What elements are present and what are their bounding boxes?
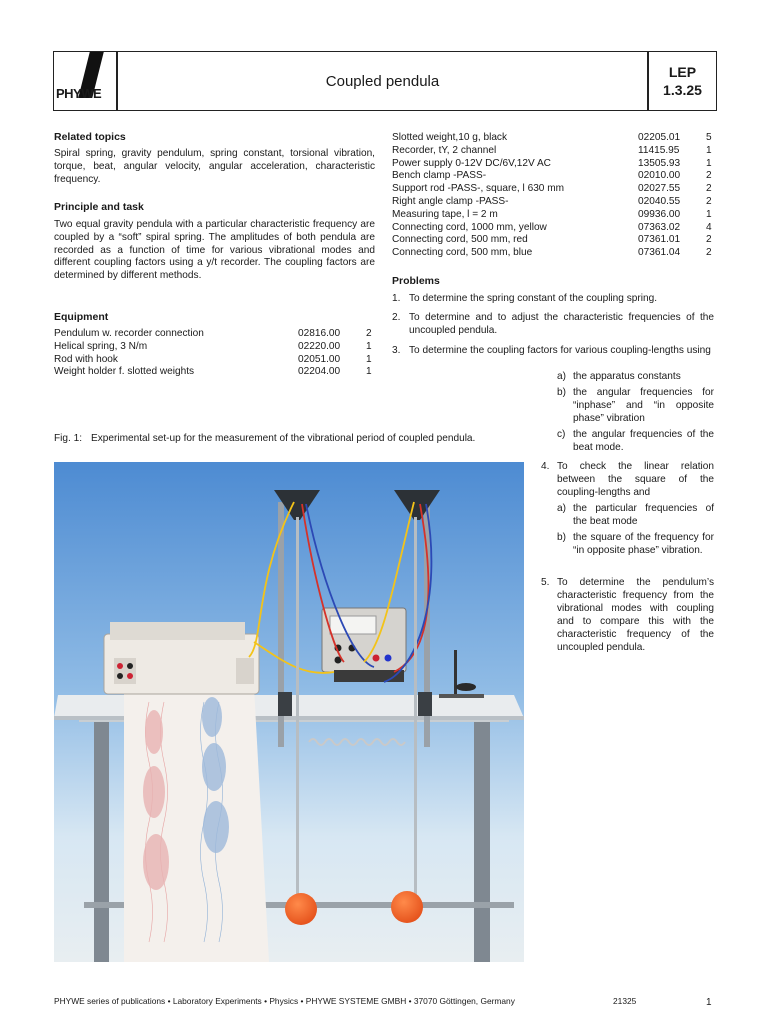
page-title: Coupled pendula: [117, 51, 648, 111]
equipment-number: 13505.93: [638, 157, 681, 169]
problem-subnumber: b): [557, 532, 566, 543]
equipment-row: [392, 183, 712, 196]
problem-number: 4.: [541, 461, 550, 472]
equipment-table-left: [54, 328, 372, 379]
equipment-number: 07361.04: [638, 247, 681, 259]
problem-number: 1.: [392, 293, 401, 304]
equipment-name: Weight holder f. slotted weights: [54, 366, 195, 378]
equipment-number: 02051.00: [298, 353, 341, 365]
equipment-name: Recorder, tY, 2 channel: [392, 144, 497, 156]
equipment-name: Measuring tape, l = 2 m: [392, 208, 498, 220]
equipment-qty: 1: [366, 353, 372, 365]
lep-label: LEP: [668, 64, 697, 80]
principle-text: Two equal gravity pendula with a particular characteristic frequency are coupled by a “soft” spiral spring. The amplitudes of both pendula are recorded as a function of time for various vibrational modes and different coupling factors using a y/t recorder. The coupling factors are determined by different methods.: [54, 219, 375, 282]
equipment-qty: 1: [706, 208, 712, 220]
problem-number: 3.: [392, 345, 401, 356]
phywe-logo: [53, 51, 117, 111]
equipment-row: [54, 341, 372, 354]
equipment-qty: 2: [366, 328, 372, 339]
equipment-number: 02027.55: [638, 183, 681, 195]
equipment-number: 11415.95: [638, 144, 680, 156]
page-number: 1: [706, 997, 712, 1008]
lep-number: 1.3.25: [663, 82, 702, 98]
problem-subtext: the apparatus constants: [573, 371, 681, 382]
equipment-name: Slotted weight,10 g, black: [392, 132, 508, 143]
equipment-row: [392, 145, 712, 158]
equipment-number: 07363.02: [638, 221, 681, 233]
problem-text: To check the linear relation between the square of the coupling-lengths and: [557, 461, 714, 498]
figure-caption-text: Experimental set-up for the measurement of the vibrational period of coupled pendula.: [91, 433, 476, 444]
problem-subnumber: c): [557, 429, 566, 440]
equipment-qty: 1: [366, 340, 372, 352]
problem-subtext: the particular frequencies of the beat mode: [573, 503, 714, 527]
equipment-qty: 1: [706, 144, 712, 156]
equipment-name: Rod with hook: [54, 353, 118, 365]
equipment-number: 02816.00: [298, 328, 341, 339]
equipment-row: [392, 247, 712, 260]
problem-text: To determine the spring constant of the coupling spring.: [409, 293, 658, 304]
recorder: [104, 622, 259, 694]
equipment-name: Bench clamp -PASS-: [392, 170, 487, 182]
problem-text: To determine the pendulum’s characteristic frequency from the vibrational modes with coupling and to compare this with the characteristic frequency of the uncoupled pendula.: [557, 577, 714, 653]
equipment-qty: 1: [706, 157, 712, 169]
equipment-qty: 4: [706, 221, 712, 233]
equipment-row: [54, 366, 372, 379]
principle-heading: Principle and task: [54, 201, 144, 213]
problem-text: To determine and to adjust the characteristic frequencies of the uncoupled pendula.: [409, 312, 714, 336]
equipment-qty: 2: [706, 234, 712, 246]
equipment-name: Helical spring, 3 N/m: [54, 340, 148, 352]
equipment-name: Support rod -PASS-, square, l 630 mm: [392, 183, 565, 195]
equipment-row: [392, 222, 712, 235]
equipment-row: [392, 234, 712, 247]
equipment-number: 02010.00: [638, 170, 681, 182]
logo-text: PHYWE: [56, 86, 102, 101]
problem-subtext: the angular frequencies of the beat mode.: [573, 429, 714, 453]
equipment-qty: 5: [706, 132, 712, 143]
equipment-qty: 2: [706, 183, 712, 195]
equipment-row: [392, 196, 712, 209]
chart-paper: [124, 687, 269, 962]
problem-subnumber: b): [557, 387, 566, 398]
equipment-row: [392, 170, 712, 183]
equipment-number: 07361.01: [638, 234, 681, 246]
equipment-qty: 2: [706, 170, 712, 182]
lep-box: [648, 51, 717, 111]
equipment-row: [392, 209, 712, 222]
equipment-row: [392, 158, 712, 171]
equipment-qty: 2: [706, 195, 712, 207]
problem-number: 2.: [392, 312, 401, 323]
equipment-qty: 1: [366, 366, 372, 378]
equipment-name: Connecting cord, 500 mm, red: [392, 234, 528, 246]
equipment-row: [392, 132, 712, 145]
problem-subtext: the angular frequencies for “inphase” and “in opposite phase” vibration: [573, 387, 714, 424]
related-topics-heading: Related topics: [54, 131, 126, 143]
equipment-number: 02220.00: [298, 340, 341, 352]
problem-number: 5.: [541, 577, 550, 588]
equipment-number: 02204.00: [298, 366, 341, 378]
problem-subtext: the square of the frequency for “in opposite phase” vibration.: [573, 532, 714, 556]
equipment-name: Connecting cord, 1000 mm, yellow: [392, 221, 547, 233]
equipment-name: Power supply 0-12V DC/6V,12V AC: [392, 157, 551, 169]
equipment-name: Right angle clamp -PASS-: [392, 195, 509, 207]
equipment-number: 09936.00: [638, 208, 681, 220]
problem-subnumber: a): [557, 371, 566, 382]
equipment-heading: Equipment: [54, 311, 109, 323]
problems-heading: Problems: [392, 275, 440, 287]
problem-text: To determine the coupling factors for various coupling-lengths using: [409, 345, 711, 356]
figure-label: Fig. 1:: [54, 433, 83, 444]
equipment-name: Pendulum w. recorder connection: [54, 328, 204, 339]
equipment-table-right: [392, 132, 712, 260]
footer-publisher: PHYWE series of publications • Laboratory Experiments • Physics • PHYWE SYSTEME GMBH • 37070 Göttingen, Germany: [54, 996, 515, 1006]
equipment-qty: 2: [706, 247, 712, 259]
related-topics-text: Spiral spring, gravity pendulum, spring constant, torsional vibration, torque, beat, angular velocity, angular acceleration, characteristic frequency.: [54, 148, 375, 185]
equipment-name: Connecting cord, 500 mm, blue: [392, 247, 533, 259]
equipment-row: [54, 328, 372, 341]
footer-code: 21325: [613, 996, 637, 1006]
equipment-number: 02205.01: [638, 132, 681, 143]
experiment-photo: [54, 462, 524, 962]
problem-subnumber: a): [557, 503, 566, 514]
equipment-row: [54, 354, 372, 367]
equipment-number: 02040.55: [638, 195, 681, 207]
